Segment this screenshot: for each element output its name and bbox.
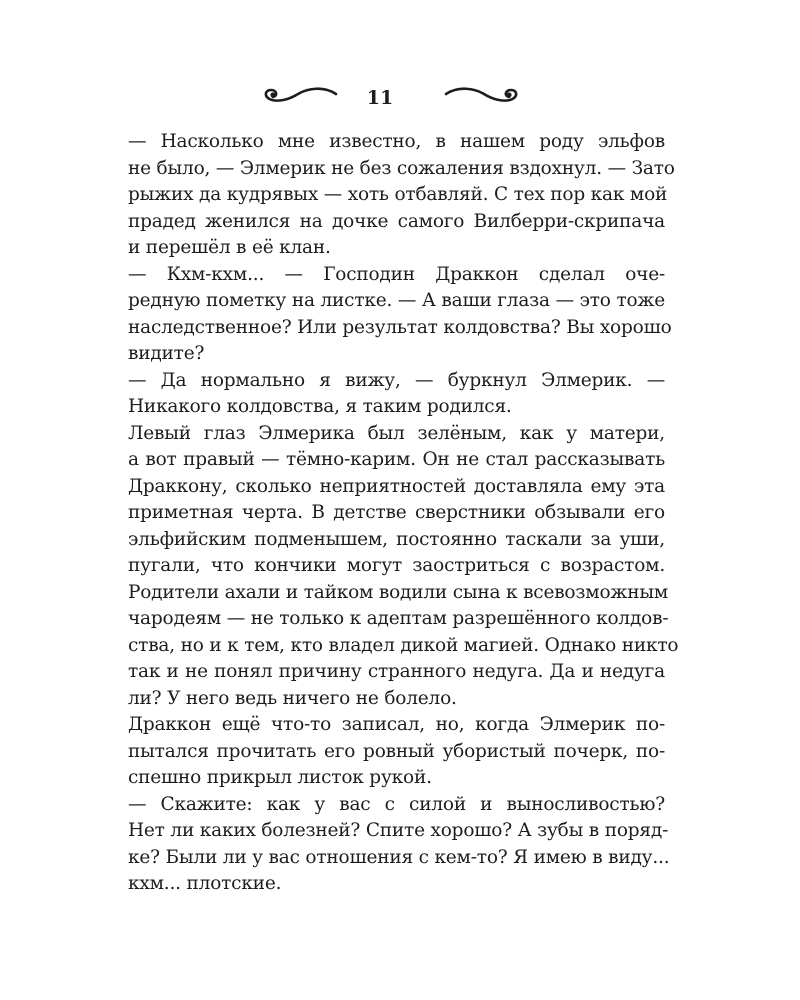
swirl-ornament-right-icon [424,84,524,112]
text-line: — Насколько мне известно, в нашем роду эльфов [128,131,665,152]
paragraph [128,129,675,262]
text-line: чародеям — не только к адептам разрешённого колдов- [128,608,669,629]
text-line: пугали, что кончики могут заостриться с возрастом. [128,555,665,576]
text-line: пытался прочитать его ровный убористый почерк, по- [128,740,665,762]
text-line: так и не понял причину странного недуга. Да и недуга [128,661,665,682]
text-line: спешно прикрыл листок рукой. [128,767,432,788]
text-line: — Кхм-кхм... — Господин Драккон сделал оче- [128,263,665,285]
text-line: и перешёл в её клан. [128,237,331,258]
text-line: редную пометку на листке. — А ваши глаза — это тоже [128,290,665,311]
text-line: кхм... плотские. [128,873,282,894]
text-line: — Скажите: как у вас с силой и выносливостью? [128,793,665,815]
text-line: наследственное? Или результат колдовства? Вы хорошо [128,316,672,338]
text-line: а вот правый — тёмно-карим. Он не стал рассказывать [128,449,665,470]
text-line: эльфийским подменышем, постоянно таскали за уши, [128,528,665,550]
paragraph [128,712,665,792]
text-line: ке? Были ли у вас отношения с кем-то? Я имею в виду... [128,846,670,868]
paragraph [128,368,665,421]
paragraph [128,792,670,898]
text-line: Нет ли каких болезней? Спите хорошо? А зубы в поряд- [128,820,669,841]
text-line: видите? [128,343,205,364]
paragraph [128,421,679,713]
text-line: — Да нормально я вижу, — буркнул Элмерик. — [128,369,665,391]
paragraph [128,262,672,368]
text-line: Левый глаз Элмерика был зелёным, как у матери, [128,422,665,444]
text-line: ли? У него ведь ничего не болело. [128,687,457,709]
text-line: Драккону, сколько неприятностей доставляла ему эта [128,475,665,497]
text-line: Драккон ещё что-то записал, но, когда Элмерик по- [128,714,665,735]
page-number: 11 [366,87,394,109]
text-line: Родители ахали и тайком водили сына к всевозможным [128,581,669,603]
body-text [128,129,679,898]
text-line: прадед женился на дочке самого Вилберри-скрипача [128,210,665,232]
text-line: приметная черта. В детстве сверстники обзывали его [128,502,665,523]
text-line: рыжих да кудрявых — хоть отбавляй. С тех пор как мой [128,184,668,205]
text-line: ства, но и к тем, кто владел дикой магией. Однако никто [128,634,679,656]
text-line: Никакого колдовства, я таким родился. [128,396,512,417]
text-line: не было, — Элмерик не без сожаления вздохнул. — Зато [128,157,675,179]
page-header [0,76,800,120]
